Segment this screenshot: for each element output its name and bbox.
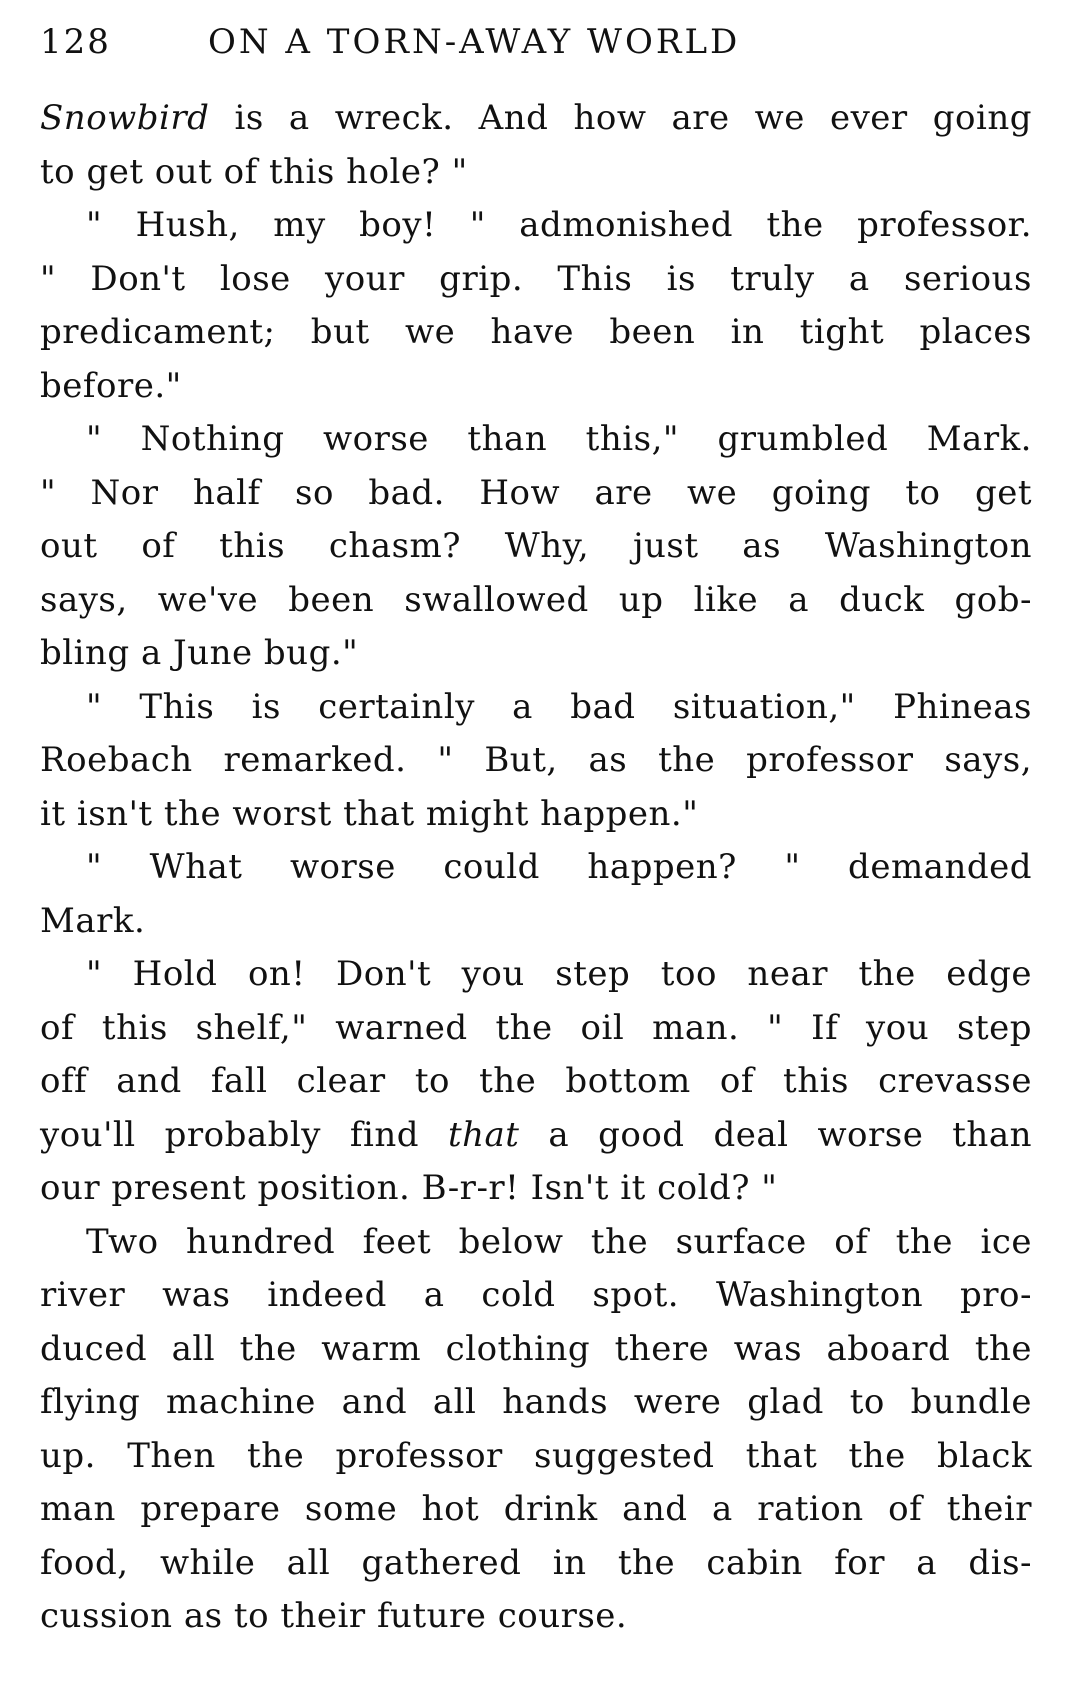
text-line: predicament; but we have been in tight places xyxy=(40,312,1032,352)
text-line: of this shelf," warned the oil man. " If you step xyxy=(40,1007,1032,1048)
text-line: Roebach remarked. " But, as the professor says, xyxy=(40,740,1032,780)
text-line: river was indeed a cold spot. Washington pro- xyxy=(40,1275,1032,1315)
text-line: " Hold on! Don't you step too near the edge xyxy=(86,954,1032,994)
text-line: man prepare some hot drink and a ration of their xyxy=(40,1489,1032,1529)
page-number: 128 xyxy=(40,22,111,62)
text-line: bling a June bug." xyxy=(40,633,359,673)
text-line: to get out of this hole? " xyxy=(40,151,468,192)
text-line: off and fall clear to the bottom of this crevasse xyxy=(40,1061,1032,1101)
running-head xyxy=(40,22,1032,66)
text-line: Snowbird is a wreck. And how are we ever going xyxy=(40,98,1032,138)
text-line: " Don't lose your grip. This is truly a serious xyxy=(40,258,1032,299)
running-title: ON A TORN-AWAY WORLD xyxy=(208,22,741,62)
text-line: " Nor half so bad. How are we going to get xyxy=(40,472,1032,513)
text-line: " Hush, my boy! " admonished the professor. xyxy=(86,205,1032,245)
text-line: cussion as to their future course. xyxy=(40,1596,628,1636)
text-line: food, while all gathered in the cabin for a dis- xyxy=(40,1542,1032,1583)
text-line: our present position. B-r-r! Isn't it cold? " xyxy=(40,1168,778,1208)
book-page xyxy=(40,22,1032,1644)
text-line: " What worse could happen? " demanded xyxy=(86,847,1032,887)
text-line: it isn't the worst that might happen." xyxy=(40,793,699,834)
text-line: Mark. xyxy=(40,900,146,941)
text-line: Two hundred feet below the surface of the ice xyxy=(86,1221,1032,1262)
text-line: duced all the warm clothing there was aboard the xyxy=(40,1328,1032,1369)
text-line: up. Then the professor suggested that the black xyxy=(40,1435,1032,1476)
text-line: out of this chasm? Why, just as Washington xyxy=(40,526,1032,566)
text-line: flying machine and all hands were glad to bundle xyxy=(40,1382,1032,1422)
text-line: before." xyxy=(40,365,182,406)
body-text xyxy=(40,92,1032,1644)
text-line: " Nothing worse than this," grumbled Mark. xyxy=(86,419,1032,459)
text-line: you'll probably find that a good deal worse than xyxy=(40,1114,1032,1155)
text-line: " This is certainly a bad situation," Phineas xyxy=(86,686,1032,727)
text-line: says, we've been swallowed up like a duck gob- xyxy=(40,579,1032,620)
